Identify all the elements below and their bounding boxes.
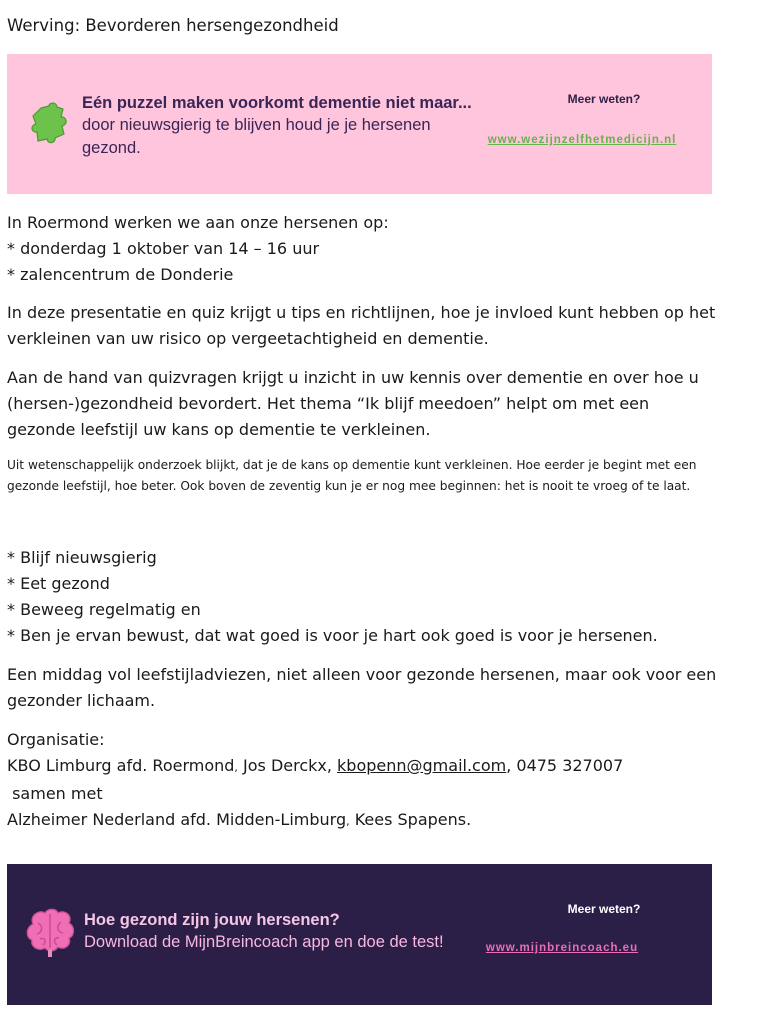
list-item: * Beweeg regelmatig en bbox=[7, 600, 201, 619]
intro-line: * zalencentrum de Donderie bbox=[7, 265, 234, 284]
organisation-block bbox=[7, 727, 717, 835]
organisation-line bbox=[7, 753, 717, 781]
paragraph-text: Aan de hand van quizvragen krijgt u inzicht in uw kennis over dementie en over hoe u (hersen-)gezondheid bevordert. Het thema “Ik blijf meedoen” helpt om met een gezonde leefstijl uw kans op dementie te verkleinen. bbox=[7, 368, 699, 439]
intro-line: In Roermond werken we aan onze hersenen op: bbox=[7, 213, 389, 232]
more-info-label: Meer weten? bbox=[567, 92, 641, 106]
phone-number: , 0475 327007 bbox=[506, 756, 624, 775]
list-item: * Ben je ervan bewust, dat wat goed is voor je hart ook goed is voor je hersenen. bbox=[7, 626, 658, 645]
organisation-line bbox=[7, 807, 717, 835]
separator: , bbox=[346, 815, 350, 828]
banner-braincoach bbox=[7, 864, 712, 1005]
paragraph-quiz bbox=[7, 365, 717, 443]
email-link[interactable]: kbopenn@gmail.com bbox=[337, 756, 507, 775]
paragraph-research: Uit wetenschappelijk onderzoek blijkt, dat je de kans op dementie kunt verkleinen. Hoe eerder je begint met een gezonde leefstijl, hoe beter. Ook boven de zeventig kun je er nog mee beginnen: het is nooit te vroeg of te laat. bbox=[7, 458, 697, 493]
puzzle-piece-icon bbox=[27, 102, 73, 154]
contact-name: Kees Spapens. bbox=[349, 810, 472, 829]
paragraph-text: In deze presentatie en quiz krijgt u tips en richtlijnen, hoe je invloed kunt hebben op het verkleinen van uw risico op vergeetachtigheid en dementie. bbox=[7, 303, 716, 348]
website-link[interactable]: www.wezijnzelfhetmedicijn.nl bbox=[487, 134, 677, 146]
separator: , bbox=[234, 761, 238, 774]
paragraph-afternoon bbox=[7, 662, 717, 714]
page-title: Werving: Bevorderen hersengezondheid bbox=[7, 16, 339, 35]
tips-list bbox=[7, 545, 717, 649]
organisation-name: KBO Limburg afd. Roermond bbox=[7, 756, 235, 775]
paragraph-presentation bbox=[7, 300, 717, 352]
list-item: * Eet gezond bbox=[7, 574, 110, 593]
together-line: samen met bbox=[7, 784, 103, 803]
intro-line: * donderdag 1 oktober van 14 – 16 uur bbox=[7, 239, 320, 258]
intro-block bbox=[7, 210, 717, 288]
banner-headline: Eén puzzel maken voorkomt dementie niet maar... bbox=[82, 94, 472, 112]
banner-subline: Download de MijnBreincoach app en doe de test! bbox=[84, 933, 444, 951]
banner-puzzle bbox=[7, 54, 712, 194]
brain-icon bbox=[23, 906, 77, 962]
contact-name: Jos Derckx, bbox=[237, 756, 338, 775]
banner-subline: door nieuwsgierig te blijven houd je je hersenen gezond. bbox=[82, 116, 431, 157]
paragraph-text: Een middag vol leefstijladviezen, niet alleen voor gezonde hersenen, maar ook voor een gezonder lichaam. bbox=[7, 665, 717, 710]
website-link[interactable]: www.mijnbreincoach.eu bbox=[485, 942, 639, 954]
banner-headline: Hoe gezond zijn jouw hersenen? bbox=[84, 911, 340, 929]
more-info-label: Meer weten? bbox=[567, 902, 641, 916]
organisation-name: Alzheimer Nederland afd. Midden-Limburg bbox=[7, 810, 347, 829]
list-item: * Blijf nieuwsgierig bbox=[7, 548, 157, 567]
organisation-label: Organisatie: bbox=[7, 730, 105, 749]
